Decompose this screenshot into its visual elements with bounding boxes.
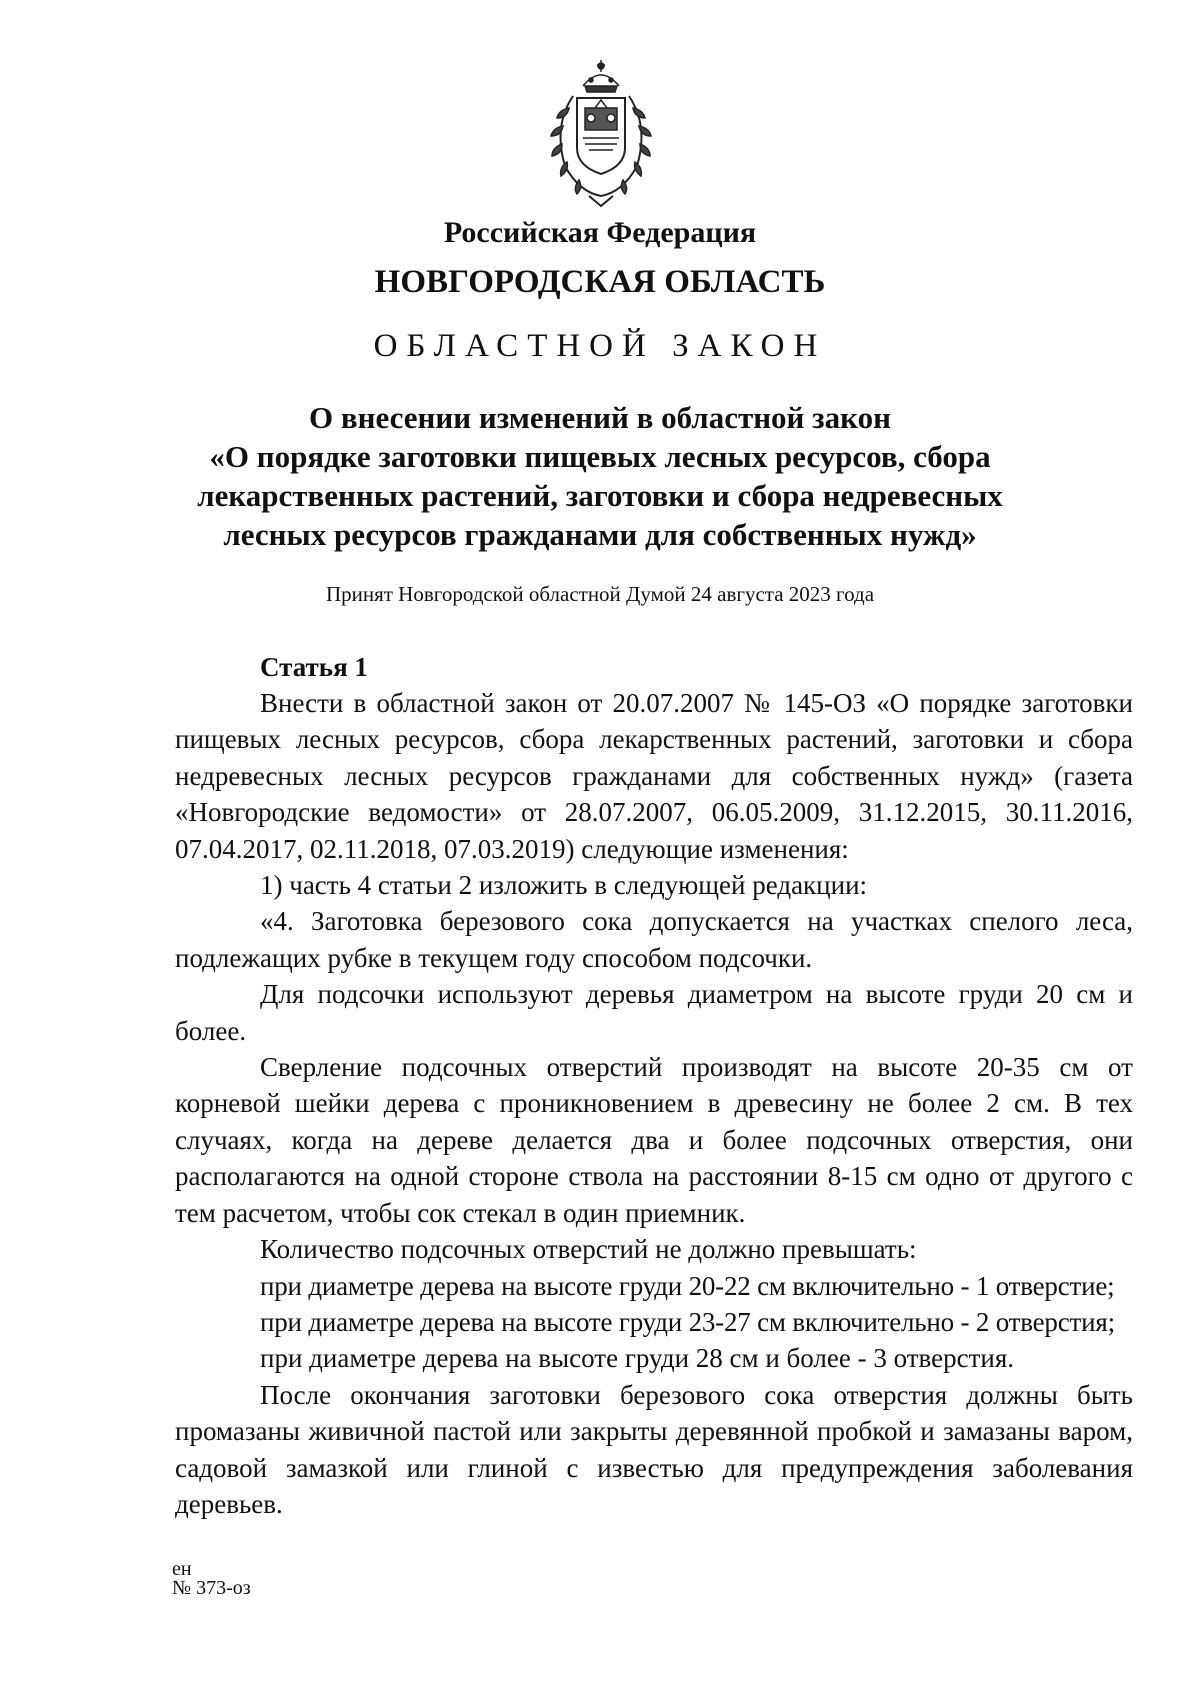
coat-of-arms-emblem bbox=[535, 56, 667, 208]
document-type-heading: ОБЛАСТНОЙ ЗАКОН bbox=[373, 328, 827, 364]
footer-number: № 373-оз bbox=[172, 1577, 251, 1599]
region-heading: НОВГОРОДСКАЯ ОБЛАСТЬ bbox=[374, 264, 826, 300]
country-heading: Российская Федерация bbox=[443, 216, 757, 249]
law-title bbox=[0, 398, 1200, 554]
body-paragraph: Внести в областной закон от 20.07.2007 № 145-ОЗ «О порядке заготовки пищевых лесных ресурсов, сбора лекарственных растений, заготовки и сбора недревесных лесных ресурсов гражданами для собственных нужд» (газета «Новгородские ведомости» от 28.07.2007, 06.05.2009, 31.12.2015, 30.11.2016, 07.04.2017, 02.11.2018, 07.03.2019) следующие изменения: bbox=[175, 688, 1133, 864]
law-title-line: «О порядке заготовки пищевых лесных ресурсов, сбора bbox=[209, 439, 991, 474]
adoption-note: Принят Новгородской областной Думой 24 августа 2023 года bbox=[325, 582, 875, 606]
law-title-line: О внесении изменений в областной закон bbox=[309, 400, 891, 435]
footer-initials: ен bbox=[172, 1558, 192, 1580]
body-paragraph: Для подсочки используют деревья диаметром на высоте груди 20 см и более. bbox=[175, 979, 1133, 1046]
article-body bbox=[175, 685, 1133, 1522]
body-paragraph: при диаметре дерева на высоте груди 28 см и более - 3 отверстия. bbox=[260, 1343, 1015, 1374]
law-title-line: лесных ресурсов гражданами для собственных нужд» bbox=[223, 517, 977, 552]
body-paragraph: при диаметре дерева на высоте груди 23-27 см включительно - 2 отверстия; bbox=[260, 1306, 1115, 1337]
body-paragraph: 1) часть 4 статьи 2 изложить в следующей редакции: bbox=[260, 870, 868, 901]
law-title-line: лекарственных растений, заготовки и сбора недревесных bbox=[197, 478, 1003, 513]
footer-registration bbox=[172, 1560, 251, 1598]
body-paragraph: Количество подсочных отверстий не должно превышать: bbox=[260, 1234, 917, 1265]
body-paragraph: Сверление подсочных отверстий производят на высоте 20-35 см от корневой шейки дерева с проникновением в древесину не более 2 см. В тех случаях, когда на дереве делается два и более подсочных отверстия, они располагаются на одной стороне ствола на расстоянии 8-15 см одно от другого с тем расчетом, чтобы сок стекал в один приемник. bbox=[175, 1052, 1133, 1228]
body-paragraph: «4. Заготовка березового сока допускается на участках спелого леса, подлежащих рубке в текущем году способом подсочки. bbox=[175, 906, 1133, 973]
article-heading: Статья 1 bbox=[260, 652, 368, 682]
body-paragraph: при диаметре дерева на высоте груди 20-22 см включительно - 1 отверстие; bbox=[260, 1270, 1115, 1301]
body-paragraph: После окончания заготовки березового сока отверстия должны быть промазаны живичной пастой или закрыты деревянной пробкой и замазаны варом, садовой замазкой или глиной с известью для предупреждения заболевания деревьев. bbox=[175, 1379, 1133, 1519]
